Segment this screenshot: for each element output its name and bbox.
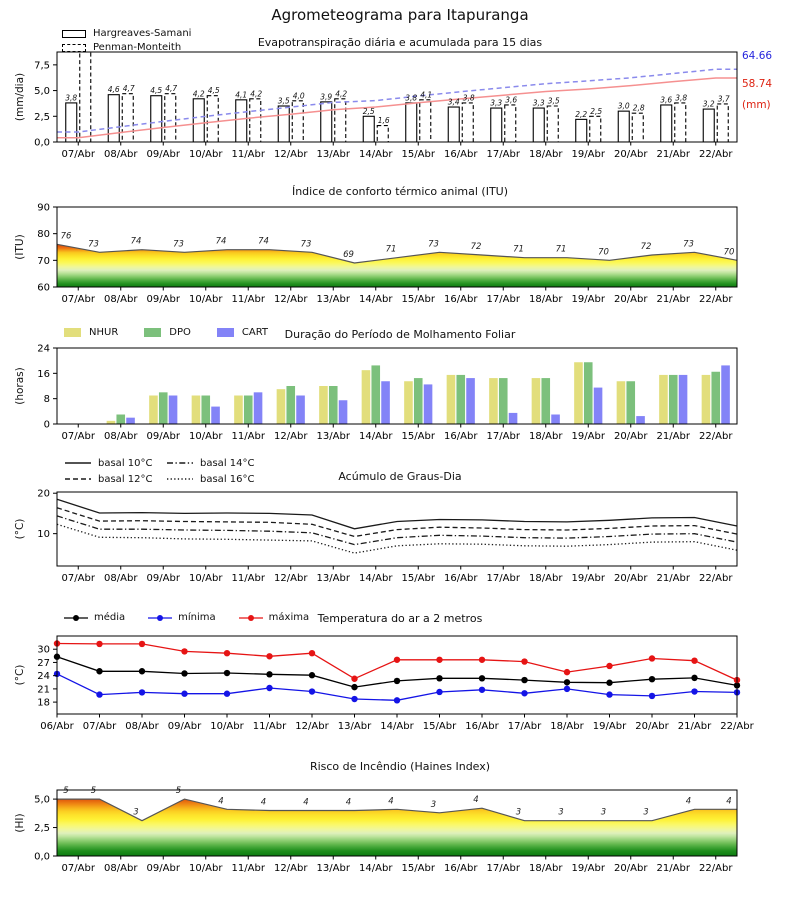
svg-text:17/Abr: 17/Abr — [486, 149, 520, 160]
svg-text:74: 74 — [130, 236, 142, 247]
legend-item-mínima: mínima — [148, 612, 216, 623]
svg-text:08/Abr: 08/Abr — [104, 573, 138, 584]
svg-text:5: 5 — [90, 786, 97, 797]
svg-text:07/Abr: 07/Abr — [61, 431, 95, 442]
svg-text:11/Abr: 11/Abr — [231, 149, 265, 160]
svg-text:2,8: 2,8 — [632, 103, 645, 113]
svg-text:11/Abr: 11/Abr — [231, 294, 265, 305]
svg-text:18/Abr: 18/Abr — [529, 431, 563, 442]
svg-text:4,1: 4,1 — [420, 90, 433, 100]
chart-degree-days-plot — [0, 484, 800, 592]
svg-text:7,5: 7,5 — [34, 60, 50, 72]
svg-text:08/Abr: 08/Abr — [104, 863, 138, 874]
svg-text:21/Abr: 21/Abr — [656, 294, 690, 305]
chart-degree-days-ylabel: (°C) — [14, 518, 26, 540]
svg-text:3: 3 — [558, 807, 564, 818]
svg-text:5,0: 5,0 — [34, 86, 50, 98]
svg-text:2,2: 2,2 — [575, 109, 588, 119]
svg-text:60: 60 — [37, 282, 50, 294]
svg-text:71: 71 — [513, 244, 524, 255]
svg-text:73: 73 — [173, 239, 184, 250]
svg-text:11/Abr: 11/Abr — [252, 721, 287, 732]
svg-text:73: 73 — [428, 239, 439, 250]
svg-text:11/Abr: 11/Abr — [231, 431, 265, 442]
svg-text:12/Abr: 12/Abr — [274, 431, 308, 442]
svg-text:16/Abr: 16/Abr — [465, 721, 499, 732]
svg-text:3,9: 3,9 — [320, 92, 333, 102]
svg-text:21/Abr: 21/Abr — [677, 721, 712, 732]
dpo-color-swatch — [144, 328, 161, 337]
svg-text:3,5: 3,5 — [277, 96, 290, 106]
chart-haines-title: Risco de Incêndio (Haines Index) — [309, 760, 491, 773]
legend-item-média: média — [64, 612, 125, 623]
svg-text:4,2: 4,2 — [192, 89, 205, 99]
svg-text:14/Abr: 14/Abr — [359, 294, 393, 305]
svg-text:13/Abr: 13/Abr — [316, 294, 350, 305]
svg-text:73: 73 — [88, 239, 99, 250]
svg-text:0: 0 — [43, 419, 50, 431]
marker-line-sample — [148, 613, 172, 623]
chart-haines-ylabel: (HI) — [14, 813, 26, 833]
svg-text:2,5: 2,5 — [362, 106, 375, 116]
svg-text:14/Abr: 14/Abr — [359, 863, 393, 874]
chart-dpm-plot — [0, 340, 800, 450]
svg-text:2,5: 2,5 — [590, 106, 603, 116]
legend-item-penman-monteith: Penman-Monteith — [62, 41, 191, 54]
svg-text:3: 3 — [133, 807, 139, 818]
legend-item-basal-16-c: basal 16°C — [166, 472, 268, 486]
chart-degree-days-legend — [64, 456, 268, 486]
svg-text:18/Abr: 18/Abr — [550, 721, 584, 732]
svg-text:07/Abr: 07/Abr — [61, 294, 95, 305]
svg-text:12/Abr: 12/Abr — [274, 573, 308, 584]
svg-text:16/Abr: 16/Abr — [444, 294, 478, 305]
line-style-sample — [64, 474, 92, 484]
svg-text:13/Abr: 13/Abr — [337, 721, 372, 732]
penman-accumulated-total: 64.66 — [742, 50, 773, 62]
svg-text:09/Abr: 09/Abr — [146, 573, 180, 584]
svg-text:14/Abr: 14/Abr — [359, 149, 393, 160]
svg-text:20/Abr: 20/Abr — [635, 721, 669, 732]
svg-text:4,0: 4,0 — [292, 91, 305, 101]
chart-evapo-title: Evapotranspiração diária e acumulada para 15 dias — [257, 36, 543, 49]
svg-text:3,6: 3,6 — [505, 95, 518, 105]
svg-text:16/Abr: 16/Abr — [444, 431, 478, 442]
svg-text:80: 80 — [37, 229, 50, 241]
svg-text:0,0: 0,0 — [34, 851, 50, 863]
svg-text:4: 4 — [218, 796, 224, 807]
svg-text:22/Abr: 22/Abr — [720, 721, 754, 732]
svg-text:0,0: 0,0 — [34, 137, 50, 149]
svg-text:3,8: 3,8 — [462, 93, 475, 103]
svg-text:4: 4 — [685, 796, 692, 807]
svg-text:73: 73 — [683, 239, 694, 250]
page-title: Agrometeograma para Itapuranga — [271, 6, 529, 24]
svg-text:30: 30 — [37, 644, 50, 656]
chart-dpm-legend — [64, 327, 268, 338]
legend-item-dpo: DPO — [144, 327, 191, 338]
svg-text:16/Abr: 16/Abr — [444, 149, 478, 160]
svg-text:20/Abr: 20/Abr — [614, 573, 648, 584]
svg-text:72: 72 — [470, 242, 482, 252]
svg-text:12/Abr: 12/Abr — [295, 721, 329, 732]
svg-text:20: 20 — [37, 488, 50, 500]
svg-text:70: 70 — [37, 255, 50, 267]
svg-text:71: 71 — [385, 244, 397, 255]
svg-text:13/Abr: 13/Abr — [316, 149, 350, 160]
cart-color-swatch — [217, 328, 234, 337]
legend-item-máxima: máxima — [239, 612, 309, 623]
svg-text:1,6: 1,6 — [377, 116, 390, 126]
svg-text:15/Abr: 15/Abr — [422, 721, 457, 732]
svg-text:10/Abr: 10/Abr — [189, 149, 223, 160]
svg-text:5,0: 5,0 — [34, 794, 50, 806]
marker-line-sample — [64, 613, 88, 623]
svg-text:10/Abr: 10/Abr — [189, 431, 223, 442]
svg-text:3,8: 3,8 — [675, 93, 688, 103]
svg-text:15/Abr: 15/Abr — [401, 431, 435, 442]
svg-text:4: 4 — [388, 796, 394, 807]
svg-text:19/Abr: 19/Abr — [571, 573, 605, 584]
svg-text:14/Abr: 14/Abr — [359, 573, 393, 584]
legend-item-cart: CART — [217, 327, 268, 338]
svg-text:3: 3 — [515, 807, 522, 818]
svg-text:69: 69 — [343, 250, 354, 260]
svg-text:14/Abr: 14/Abr — [380, 721, 414, 732]
hargreaves-accumulated-total: 58.74 — [742, 78, 773, 90]
svg-text:4: 4 — [726, 796, 732, 807]
svg-text:21/Abr: 21/Abr — [656, 431, 690, 442]
solid-bar-swatch — [62, 30, 86, 38]
svg-text:22/Abr: 22/Abr — [699, 431, 733, 442]
svg-text:4,1: 4,1 — [235, 90, 248, 100]
svg-text:08/Abr: 08/Abr — [125, 721, 159, 732]
svg-text:22/Abr: 22/Abr — [699, 573, 733, 584]
svg-text:17/Abr: 17/Abr — [486, 431, 520, 442]
svg-text:4: 4 — [473, 795, 479, 806]
svg-text:10/Abr: 10/Abr — [189, 573, 223, 584]
svg-text:19/Abr: 19/Abr — [592, 721, 627, 732]
svg-text:70: 70 — [723, 247, 735, 258]
svg-text:09/Abr: 09/Abr — [146, 149, 180, 160]
svg-text:09/Abr: 09/Abr — [146, 431, 180, 442]
svg-text:10/Abr: 10/Abr — [189, 863, 223, 874]
svg-text:17/Abr: 17/Abr — [486, 863, 520, 874]
svg-text:16/Abr: 16/Abr — [444, 573, 478, 584]
line-style-sample — [64, 458, 92, 468]
svg-text:70: 70 — [598, 247, 609, 258]
legend-item-basal-12-c: basal 12°C — [64, 472, 166, 486]
svg-text:20/Abr: 20/Abr — [614, 149, 648, 160]
svg-text:12/Abr: 12/Abr — [274, 863, 308, 874]
svg-text:8: 8 — [43, 394, 50, 406]
svg-text:10/Abr: 10/Abr — [189, 294, 223, 305]
svg-text:07/Abr: 07/Abr — [61, 863, 95, 874]
svg-text:15/Abr: 15/Abr — [401, 573, 435, 584]
line-style-sample — [166, 458, 194, 468]
svg-text:18/Abr: 18/Abr — [529, 863, 563, 874]
svg-text:07/Abr: 07/Abr — [61, 149, 95, 160]
svg-text:3,8: 3,8 — [405, 93, 418, 103]
svg-text:12/Abr: 12/Abr — [274, 149, 308, 160]
svg-text:17/Abr: 17/Abr — [486, 294, 520, 305]
svg-text:06/Abr: 06/Abr — [40, 721, 74, 732]
svg-text:4: 4 — [345, 797, 352, 808]
accumulated-unit-label: (mm) — [742, 99, 771, 111]
svg-text:3,0: 3,0 — [617, 101, 630, 111]
svg-text:07/Abr: 07/Abr — [61, 573, 95, 584]
svg-text:13/Abr: 13/Abr — [316, 431, 350, 442]
svg-text:21/Abr: 21/Abr — [656, 863, 690, 874]
svg-text:10: 10 — [37, 529, 50, 541]
svg-text:3: 3 — [600, 807, 607, 818]
chart-temperature-legend — [64, 612, 309, 623]
svg-text:08/Abr: 08/Abr — [104, 294, 138, 305]
svg-text:74: 74 — [215, 236, 227, 247]
svg-text:16/Abr: 16/Abr — [444, 863, 478, 874]
svg-text:15/Abr: 15/Abr — [401, 149, 435, 160]
svg-text:4,6: 4,6 — [107, 85, 120, 95]
svg-text:90: 90 — [37, 202, 50, 214]
chart-evapo-ylabel: (mm/dia) — [14, 72, 26, 122]
svg-text:5: 5 — [63, 786, 69, 797]
svg-text:17/Abr: 17/Abr — [486, 573, 520, 584]
svg-text:4,2: 4,2 — [250, 89, 263, 99]
legend-item-basal-10-c: basal 10°C — [64, 456, 166, 470]
svg-text:11/Abr: 11/Abr — [231, 573, 265, 584]
svg-text:14/Abr: 14/Abr — [359, 431, 393, 442]
svg-text:4,7: 4,7 — [122, 84, 135, 94]
svg-text:13/Abr: 13/Abr — [316, 863, 350, 874]
svg-text:24: 24 — [37, 343, 50, 355]
svg-text:12/Abr: 12/Abr — [274, 294, 308, 305]
svg-text:21: 21 — [37, 684, 50, 696]
svg-text:3,5: 3,5 — [547, 96, 560, 106]
chart-dpm-ylabel: (horas) — [14, 367, 26, 405]
svg-text:76: 76 — [60, 231, 72, 242]
svg-text:20/Abr: 20/Abr — [614, 431, 648, 442]
chart-itu-title: Índice de conforto térmico animal (ITU) — [291, 185, 509, 198]
svg-text:15/Abr: 15/Abr — [401, 294, 435, 305]
svg-text:5: 5 — [175, 786, 182, 797]
chart-temperature-plot — [0, 628, 800, 740]
svg-text:09/Abr: 09/Abr — [167, 721, 202, 732]
svg-text:4,5: 4,5 — [207, 86, 220, 96]
svg-text:4,5: 4,5 — [150, 86, 163, 96]
svg-text:2,5: 2,5 — [34, 823, 50, 835]
svg-text:21/Abr: 21/Abr — [656, 573, 690, 584]
svg-text:22/Abr: 22/Abr — [699, 863, 733, 874]
svg-text:4: 4 — [303, 797, 309, 808]
marker-line-sample — [239, 613, 263, 623]
svg-text:3,8: 3,8 — [65, 93, 78, 103]
svg-text:19/Abr: 19/Abr — [571, 863, 605, 874]
svg-text:11/Abr: 11/Abr — [231, 863, 265, 874]
svg-text:17/Abr: 17/Abr — [507, 721, 542, 732]
svg-text:3: 3 — [430, 799, 437, 810]
svg-text:74: 74 — [258, 236, 269, 247]
svg-text:19/Abr: 19/Abr — [571, 149, 605, 160]
svg-text:2,5: 2,5 — [34, 111, 50, 123]
svg-text:3,7: 3,7 — [717, 94, 730, 104]
svg-text:21/Abr: 21/Abr — [656, 149, 690, 160]
chart-evapo-plot — [0, 44, 800, 168]
svg-text:24: 24 — [37, 671, 50, 683]
chart-haines-plot — [0, 782, 800, 882]
svg-text:20/Abr: 20/Abr — [614, 294, 648, 305]
svg-text:16: 16 — [37, 368, 50, 380]
chart-itu-plot — [0, 199, 800, 313]
svg-text:20/Abr: 20/Abr — [614, 863, 648, 874]
legend-item-hargreaves-samani: Hargreaves-Samani — [62, 27, 191, 40]
svg-text:13/Abr: 13/Abr — [316, 573, 350, 584]
svg-text:72: 72 — [640, 242, 652, 252]
chart-degree-days-title: Acúmulo de Graus-Dia — [338, 470, 462, 483]
svg-text:4,7: 4,7 — [165, 84, 178, 94]
svg-text:22/Abr: 22/Abr — [699, 294, 733, 305]
svg-text:4: 4 — [260, 797, 267, 808]
chart-itu-ylabel: (ITU) — [14, 234, 26, 260]
legend-item-basal-14-c: basal 14°C — [166, 456, 268, 470]
nhur-color-swatch — [64, 328, 81, 337]
svg-text:09/Abr: 09/Abr — [146, 294, 180, 305]
svg-text:18: 18 — [37, 697, 50, 709]
chart-dpm-title: Duração do Período de Molhamento Foliar — [284, 328, 516, 341]
svg-text:27: 27 — [37, 657, 50, 669]
svg-text:3: 3 — [643, 807, 649, 818]
svg-text:08/Abr: 08/Abr — [104, 431, 138, 442]
svg-text:18/Abr: 18/Abr — [529, 573, 563, 584]
svg-text:3,6: 3,6 — [660, 95, 673, 105]
svg-text:09/Abr: 09/Abr — [146, 863, 180, 874]
chart-temperature-ylabel: (°C) — [14, 664, 26, 686]
svg-text:10/Abr: 10/Abr — [210, 721, 244, 732]
svg-text:08/Abr: 08/Abr — [104, 149, 138, 160]
svg-text:3,2: 3,2 — [702, 99, 715, 109]
svg-text:07/Abr: 07/Abr — [82, 721, 117, 732]
legend-item-nhur: NHUR — [64, 327, 118, 338]
chart-temperature-title: Temperatura do ar a 2 metros — [317, 612, 483, 625]
svg-text:3,3: 3,3 — [490, 98, 503, 108]
svg-text:71: 71 — [555, 244, 567, 255]
svg-text:4,2: 4,2 — [335, 89, 348, 99]
svg-text:15/Abr: 15/Abr — [401, 863, 435, 874]
svg-text:3,3: 3,3 — [532, 98, 545, 108]
svg-text:3,4: 3,4 — [447, 97, 460, 107]
svg-text:19/Abr: 19/Abr — [571, 294, 605, 305]
svg-text:18/Abr: 18/Abr — [529, 149, 563, 160]
svg-text:18/Abr: 18/Abr — [529, 294, 563, 305]
line-style-sample — [166, 474, 194, 484]
svg-text:22/Abr: 22/Abr — [699, 149, 733, 160]
svg-text:73: 73 — [300, 239, 312, 250]
svg-text:19/Abr: 19/Abr — [571, 431, 605, 442]
